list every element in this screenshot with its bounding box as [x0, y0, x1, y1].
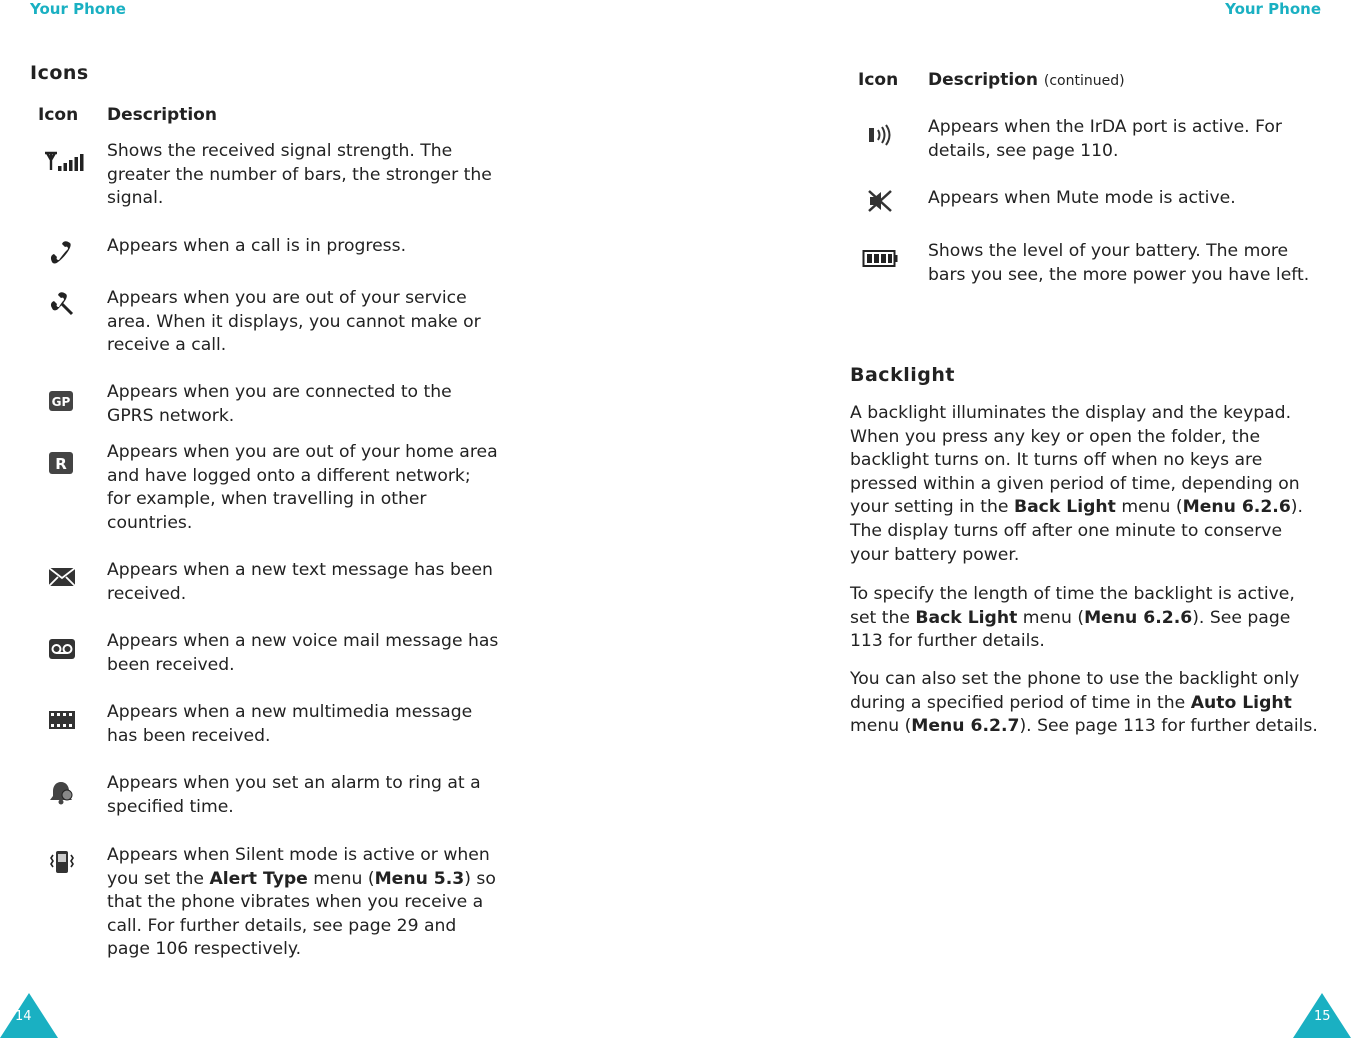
- description-multimedia-message: Appears when a new multimedia message has been received.: [107, 702, 473, 746]
- roaming-icon: [48, 451, 76, 477]
- no-service-icon: [48, 290, 76, 316]
- column-header-description-continued: Description (continued): [928, 70, 1125, 90]
- mute-icon: [867, 188, 895, 214]
- description-call-in-progress: Appears when a call is in progress.: [107, 236, 407, 256]
- svg-text:R: R: [55, 455, 67, 473]
- description-silent-mode: Appears when Silent mode is active or when you set the Alert Type menu (Menu 5.3) so that the phone vibrates when you receive a call. For further details, see page 29 and page 106 respectively.: [107, 845, 496, 960]
- backlight-paragraph-2: To specify the length of time the backlight is active, set the Back Light menu (Menu 6.2.6). See page 113 for further details.: [850, 584, 1295, 652]
- description-irda: Appears when the IrDA port is active. For details, see page 110.: [928, 117, 1282, 161]
- section-title-backlight: Backlight: [850, 364, 955, 386]
- signal-strength-icon: [44, 146, 90, 172]
- page-number-left: 14: [0, 990, 58, 1038]
- description-alarm: Appears when you set an alarm to ring at a specified time.: [107, 773, 481, 817]
- gprs-icon: [48, 389, 76, 415]
- column-header-icon-continued: Icon: [858, 70, 899, 90]
- page-number-right: 15: [1293, 990, 1351, 1038]
- column-header-description: Description: [107, 105, 217, 125]
- backlight-paragraph-3: You can also set the phone to use the backlight only during a specified period of time in the Auto Light menu (Menu 6.2.7). See page 113 for further details.: [850, 669, 1318, 737]
- backlight-paragraph-1: A backlight illuminates the display and the keypad. When you press any key or open the folder, the backlight turns on. It turns off when no keys are pressed within a given period of time, depending on your setting in the Back Light menu (Menu 6.2.6). The display turns off after one minute to conserve your battery power.: [850, 403, 1303, 565]
- column-header-icon: Icon: [38, 105, 79, 125]
- description-roaming: Appears when you are out of your home area and have logged onto a different network; for example, when travelling in other countries.: [107, 442, 498, 533]
- alarm-icon: [48, 779, 76, 805]
- call-in-progress-icon: [48, 240, 76, 266]
- svg-text:GP: GP: [51, 395, 71, 409]
- description-battery: Shows the level of your battery. The more bars you see, the more power you have left.: [928, 241, 1310, 285]
- description-text-message: Appears when a new text message has been received.: [107, 560, 493, 604]
- description-no-service: Appears when you are out of your service area. When it displays, you cannot make or receive a call.: [107, 288, 481, 356]
- description-signal-strength: Shows the received signal strength. The greater the number of bars, the stronger the signal.: [107, 141, 492, 209]
- running-header-right: Your Phone: [1225, 0, 1321, 18]
- voice-mail-icon: [48, 637, 76, 663]
- running-header-left: Your Phone: [30, 0, 126, 18]
- silent-mode-icon: [48, 849, 76, 875]
- irda-icon: [867, 122, 895, 148]
- description-voice-mail: Appears when a new voice mail message has been received.: [107, 631, 499, 675]
- description-mute: Appears when Mute mode is active.: [928, 188, 1236, 208]
- multimedia-message-icon: [48, 708, 76, 734]
- text-message-icon: [48, 565, 76, 591]
- battery-icon: [862, 246, 898, 272]
- section-title-icons: Icons: [30, 62, 89, 84]
- description-gprs: Appears when you are connected to the GPRS network.: [107, 382, 452, 426]
